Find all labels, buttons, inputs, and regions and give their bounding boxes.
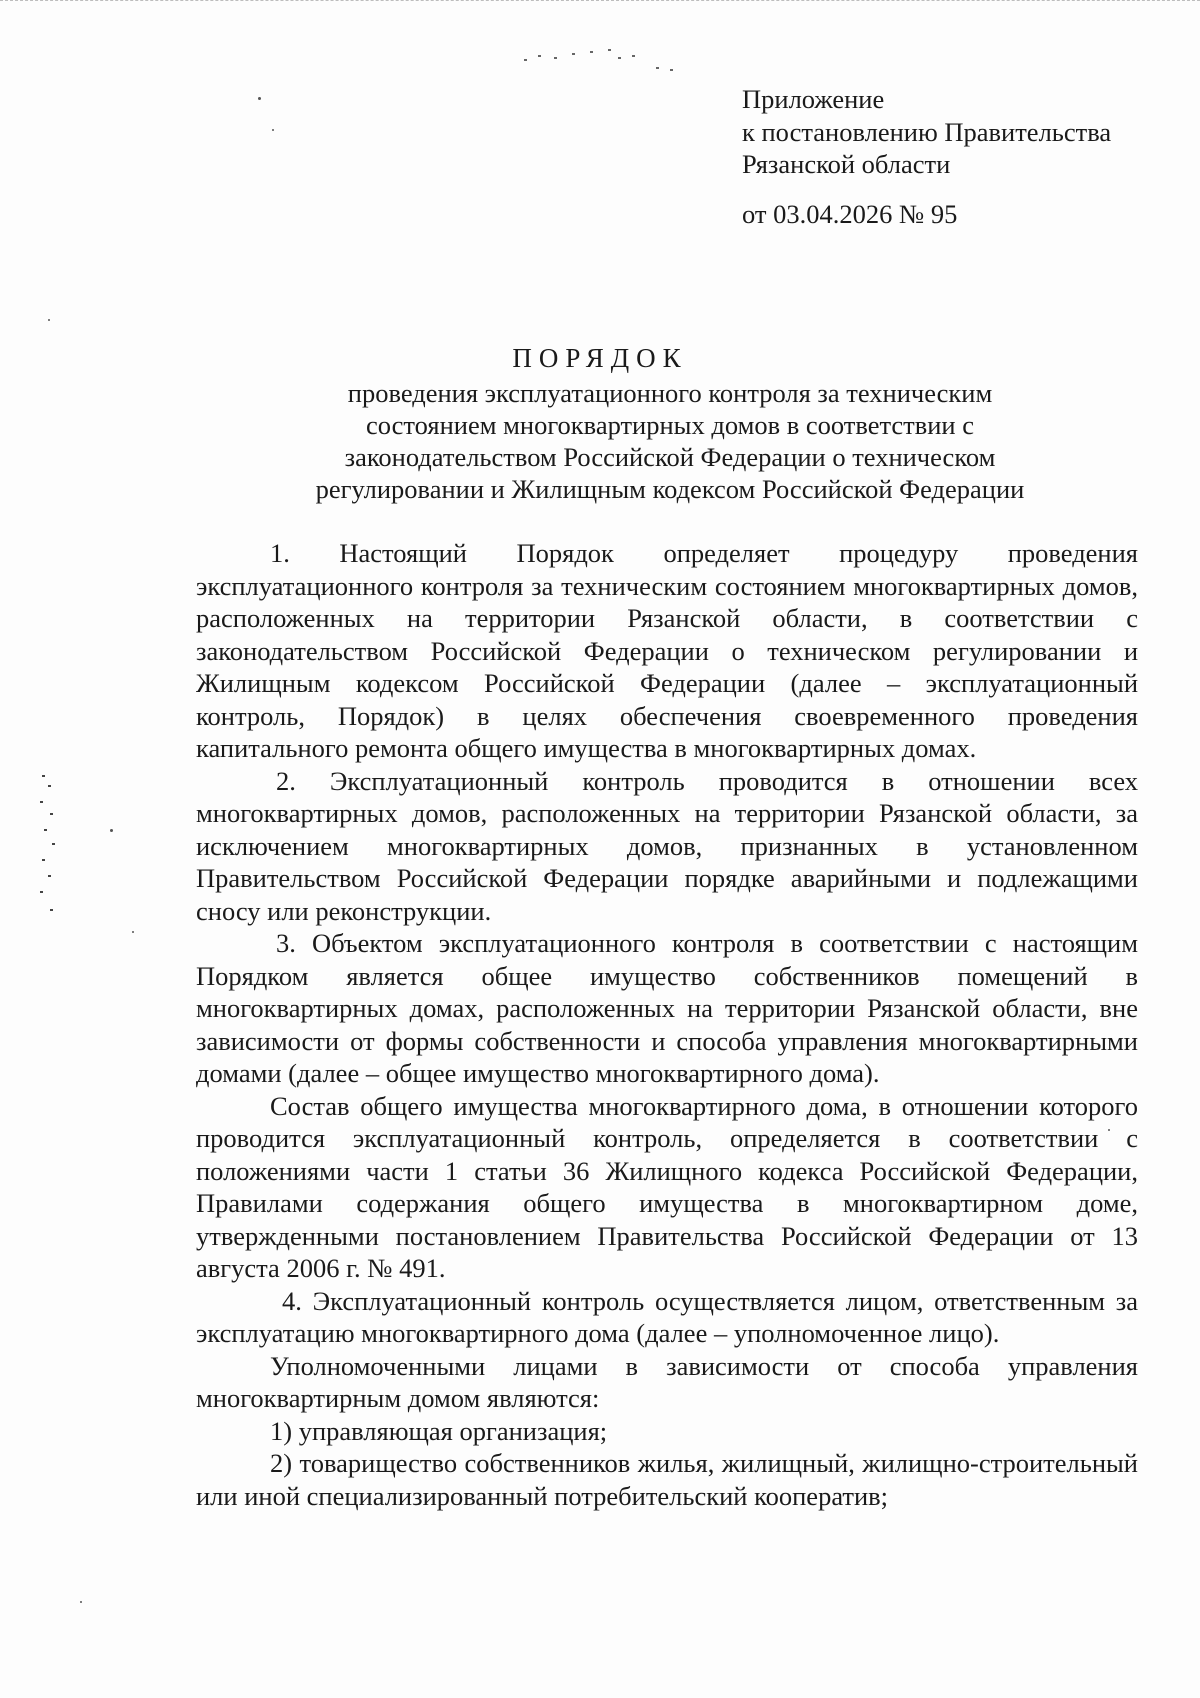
appendix-date-number: от 03.04.2026 № 95	[742, 198, 958, 229]
list-item-1: 1) управляющая организация;	[270, 1415, 608, 1446]
paragraph-authorized-persons: Уполномоченными лицами в зависимости от способа управления многоквартирным домом являются:	[196, 1350, 1138, 1413]
scan-speck	[258, 97, 261, 100]
document-title: ПОРЯДОК	[512, 343, 688, 373]
subtitle-line: регулировании и Жилищным кодексом Российской Федерации	[315, 474, 1025, 504]
scan-artifact	[520, 45, 680, 75]
list-item-2: 2) товарищество собственников жилья, жилищный, жилищно-строительный или иной специализированный потребительский кооператив;	[196, 1448, 1138, 1511]
paragraph-4: 4. Эксплуатационный контроль осуществляется лицом, ответственным за эксплуатацию многоквартирного дома (далее – уполномоченное лицо).	[196, 1285, 1138, 1348]
paragraph-2: 2. Эксплуатационный контроль проводится в отношении всех многоквартирных домов, расположенных на территории Рязанской области, за исключением многоквартирных домов, признанных в установленном Правительством Российской Федерации порядке аварийными и подлежащими сносу или реконструкции.	[196, 765, 1138, 926]
scan-speck	[48, 319, 50, 321]
margin-stamp-artifact	[36, 771, 64, 921]
scan-speck	[132, 931, 134, 933]
scan-speck	[272, 129, 274, 131]
document-body	[196, 537, 1138, 1512]
paragraph-1: 1. Настоящий Порядок определяет процедуру проведения эксплуатационного контроля за техническим состоянием многоквартирных домов, расположенных на территории Рязанской области, в соответствии с законодательством Российской Федерации о техническом регулировании и Жилищным кодексом Российской Федерации (далее – эксплуатационный контроль, Порядок) в целях обеспечения своевременного проведения капитального ремонта общего имущества в многоквартирных домах.	[196, 538, 1138, 763]
document-subtitle	[270, 377, 1070, 505]
appendix-label: Приложение	[742, 84, 885, 114]
paragraph-3: 3. Объектом эксплуатационного контроля в соответствии с настоящим Порядком является общее имущество собственников помещений в многоквартирных домах, расположенных на территории Рязанской области, вне зависимости от формы собственности и способа управления многоквартирными домами (далее – общее имущество многоквартирного дома).	[196, 928, 1138, 1088]
appendix-region: Рязанской области	[742, 149, 951, 179]
paragraph-composition: Состав общего имущества многоквартирного дома, в отношении которого проводится эксплуатационный контроль, определяется в соответствии с положениями части 1 статьи 36 Жилищного кодекса Российской Федерации, Правилами содержания общего имущества в многоквартирном доме, утвержденными постановлением Правительства Российской Федерации от 13 августа 2006 г. № 491.	[196, 1090, 1138, 1283]
scan-speck	[80, 1601, 82, 1603]
scan-speck	[110, 829, 113, 832]
subtitle-line: законодательством Российской Федерации о техническом	[344, 442, 996, 472]
appendix-reference: к постановлению Правительства	[742, 116, 1112, 147]
subtitle-line: проведения эксплуатационного контроля за техническим	[347, 378, 993, 408]
subtitle-line: состоянием многоквартирных домов в соответствии с	[366, 410, 974, 440]
appendix-header	[742, 83, 1111, 230]
